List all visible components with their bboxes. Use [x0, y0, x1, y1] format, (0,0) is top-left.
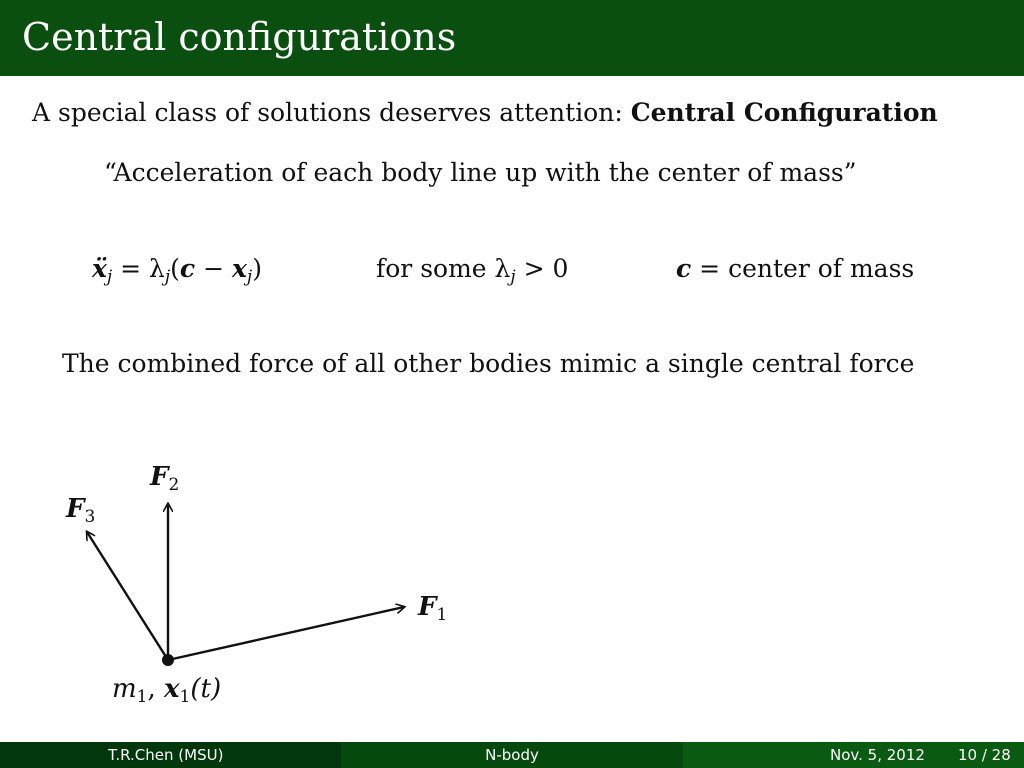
title-bar	[0, 0, 1024, 76]
f1-symbol: F	[418, 592, 437, 622]
f3-sub: 3	[84, 507, 96, 527]
center-of-mass-def	[676, 256, 914, 281]
f2-sub: 2	[168, 475, 180, 495]
eq-lambda-sub: j	[164, 267, 171, 287]
intro-bold: Central Configuration	[630, 98, 938, 127]
eq-x-sub: j	[246, 267, 253, 287]
eq-paren-close: )	[252, 254, 262, 283]
equation	[92, 254, 262, 287]
eq-paren-open: (	[170, 254, 180, 283]
footer-author: T.R.Chen (MSU)	[108, 746, 224, 764]
force-f3-arrow	[87, 532, 168, 660]
eq-minus: −	[195, 254, 232, 283]
eq-c: c	[179, 254, 196, 283]
footer	[0, 742, 1024, 768]
f2-symbol: F	[150, 462, 169, 492]
label-body	[112, 674, 222, 707]
force-diagram-svg	[0, 440, 520, 720]
footer-date-cell	[683, 742, 1024, 768]
f3-symbol: F	[66, 494, 85, 524]
force-diagram	[0, 440, 520, 720]
condition	[376, 254, 569, 287]
cond-prefix: for some λ	[376, 254, 511, 283]
body-x: x	[164, 674, 180, 704]
body-m-sub: 1	[136, 687, 148, 707]
body-t: (t)	[190, 674, 222, 704]
eq-lhs-sub: j	[106, 267, 113, 287]
label-f3	[66, 494, 96, 527]
quote-line: “Acceleration of each body line up with the center of mass”	[104, 158, 857, 187]
eq-lhs: ẍ	[92, 254, 107, 283]
intro-line	[32, 100, 938, 125]
footer-author-cell	[0, 742, 341, 768]
combined-force-text: The combined force of all other bodies mimic a single central force	[62, 349, 915, 378]
label-f2	[150, 462, 180, 495]
eq-equals-lambda: = λ	[112, 254, 165, 283]
footer-topic-cell	[341, 742, 683, 768]
label-f1	[418, 592, 448, 625]
cm-text: = center of mass	[691, 254, 915, 283]
eq-x: x	[232, 254, 247, 283]
footer-date: Nov. 5, 2012	[830, 746, 925, 764]
force-f1-arrow	[168, 607, 404, 660]
cm-symbol: c	[676, 254, 692, 283]
footer-topic: N-body	[485, 746, 539, 764]
intro-text: A special class of solutions deserves attention:	[32, 98, 623, 127]
cond-suffix: > 0	[515, 254, 569, 283]
cond-sub: j	[510, 267, 516, 287]
f1-sub: 1	[436, 605, 448, 625]
footer-page: 10 / 28	[958, 746, 1011, 764]
body-comma: ,	[147, 674, 165, 704]
body-m: m	[112, 674, 137, 704]
slide-title: Central configurations	[22, 15, 457, 59]
body-x-sub: 1	[179, 687, 191, 707]
body-point	[162, 654, 174, 666]
